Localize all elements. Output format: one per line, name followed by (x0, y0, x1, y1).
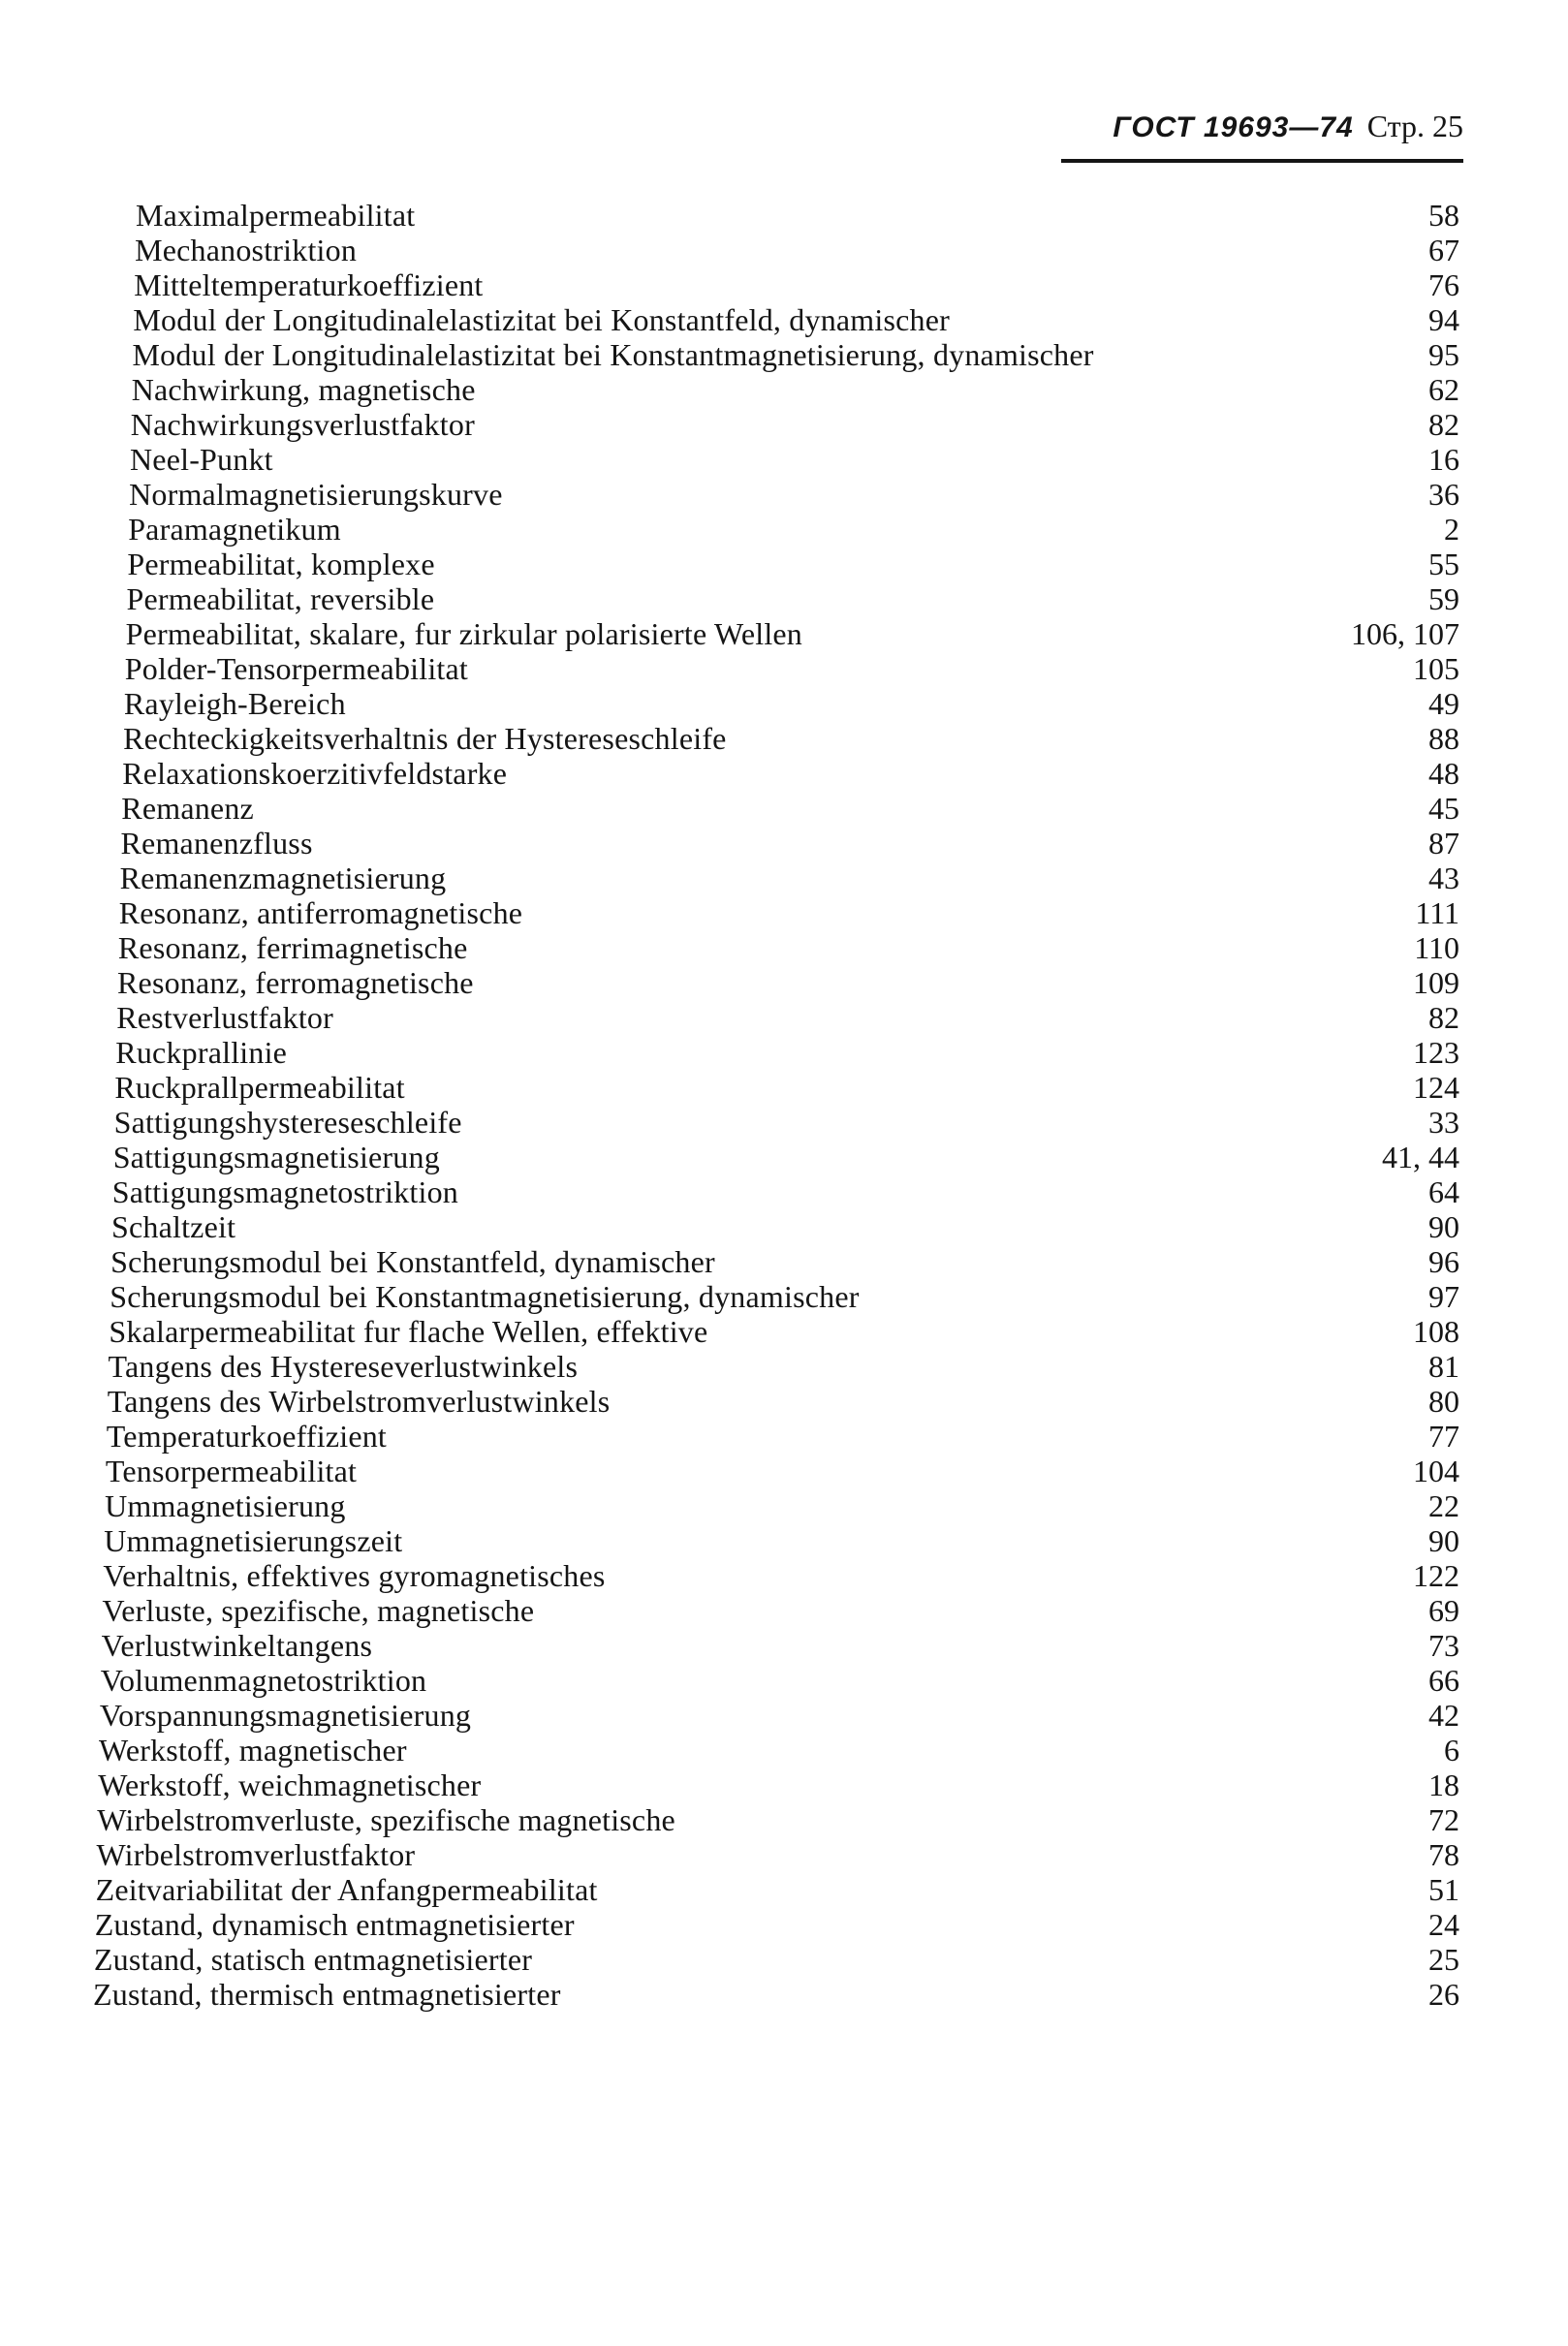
index-term: Ummagnetisierungszeit (104, 1523, 403, 1558)
index-page-ref: 106, 107 (1351, 616, 1459, 651)
index-page-ref: 49 (1428, 686, 1459, 721)
index-term: Paramagnetikum (128, 512, 341, 547)
index-page-ref: 87 (1428, 826, 1459, 860)
index-page-ref: 77 (1428, 1419, 1459, 1454)
index-term: Maximalpermeabilitat (136, 198, 416, 233)
index-page-ref: 82 (1428, 407, 1459, 442)
index-page-ref: 72 (1428, 1802, 1459, 1837)
index-entry (0, 1872, 1568, 1907)
index-entry (0, 581, 1568, 616)
index-term: Rayleigh-Bereich (123, 686, 346, 721)
index-page-ref: 64 (1428, 1174, 1459, 1209)
index-entry (0, 1384, 1568, 1419)
index-term: Sattigungsmagnetisierung (112, 1140, 440, 1174)
index-page-ref: 96 (1428, 1244, 1459, 1279)
index-term: Rechteckigkeitsverhaltnis der Hystereseschleife (123, 721, 727, 756)
index-page-ref: 73 (1428, 1628, 1459, 1663)
index-entry (0, 442, 1568, 477)
index-entry (0, 895, 1568, 930)
index-term: Verhaltnis, effektives gyromagnetisches (103, 1558, 606, 1593)
index-entry (0, 1000, 1568, 1035)
index-page-ref: 90 (1428, 1209, 1459, 1244)
index-term: Zustand, thermisch entmagnetisierter (93, 1977, 561, 2012)
index-entry (0, 826, 1568, 860)
index-entry (0, 1907, 1568, 1942)
index-entry (0, 1174, 1568, 1209)
term-index-list (0, 198, 1568, 2012)
index-entry (0, 1349, 1568, 1384)
index-page-ref: 82 (1428, 1000, 1459, 1035)
index-entry (0, 1733, 1568, 1767)
index-page-ref: 22 (1428, 1488, 1459, 1523)
index-term: Neel-Punkt (130, 442, 273, 477)
index-page-ref: 81 (1428, 1349, 1459, 1384)
index-term: Werkstoff, magnetischer (99, 1733, 407, 1767)
index-term: Ummagnetisierung (105, 1488, 346, 1523)
index-term: Nachwirkung, magnetische (131, 372, 476, 407)
index-page-ref: 80 (1428, 1384, 1459, 1419)
index-term: Schaltzeit (111, 1209, 236, 1244)
index-page-ref: 33 (1428, 1105, 1459, 1140)
index-entry (0, 1209, 1568, 1244)
page-number: Стр. 25 (1366, 109, 1463, 143)
index-term: Sattigungsmagnetostriktion (111, 1174, 458, 1209)
index-term: Vorspannungsmagnetisierung (99, 1698, 472, 1733)
index-term: Temperaturkoeffizient (106, 1419, 388, 1454)
index-page-ref: 6 (1444, 1733, 1459, 1767)
index-entry (0, 686, 1568, 721)
index-page-ref: 45 (1428, 791, 1459, 826)
index-term: Sattigungshystereseschleife (113, 1105, 462, 1140)
index-term: Wirbelstromverluste, spezifische magnetische (97, 1802, 675, 1837)
index-term: Wirbelstromverlustfaktor (96, 1837, 416, 1872)
index-term: Verlustwinkeltangens (101, 1628, 373, 1663)
index-page-ref: 58 (1428, 198, 1459, 233)
index-page-ref: 55 (1428, 547, 1459, 581)
index-entry (0, 651, 1568, 686)
index-term: Nachwirkungsverlustfaktor (130, 407, 475, 442)
index-page-ref: 26 (1428, 1977, 1459, 2012)
index-entry (0, 1070, 1568, 1105)
standard-number: ГОСТ 19693—74 (1113, 111, 1354, 143)
index-page-ref: 109 (1413, 965, 1459, 1000)
index-page-ref: 48 (1428, 756, 1459, 791)
index-page-ref: 123 (1413, 1035, 1459, 1070)
index-page-ref: 95 (1428, 337, 1459, 372)
index-page-ref: 110 (1414, 930, 1459, 965)
index-entry (0, 616, 1568, 651)
index-entry (0, 1419, 1568, 1454)
index-term: Permeabilitat, komplexe (127, 547, 435, 581)
index-page-ref: 78 (1428, 1837, 1459, 1872)
index-term: Resonanz, antiferromagnetische (118, 895, 523, 930)
index-page-ref: 67 (1428, 233, 1459, 267)
index-page-ref: 76 (1428, 267, 1459, 302)
index-term: Resonanz, ferromagnetische (117, 965, 474, 1000)
index-term: Tangens des Wirbelstromverlustwinkels (107, 1384, 611, 1419)
index-page-ref: 97 (1428, 1279, 1459, 1314)
index-page-ref: 111 (1415, 895, 1459, 930)
index-term: Volumenmagnetostriktion (100, 1663, 427, 1698)
index-term: Remanenz (121, 791, 254, 826)
index-entry (0, 198, 1568, 233)
index-entry (0, 512, 1568, 547)
index-entry (0, 1593, 1568, 1628)
index-entry (0, 721, 1568, 756)
index-page-ref: 41, 44 (1382, 1140, 1459, 1174)
index-term: Tangens des Hystereseverlustwinkels (108, 1349, 579, 1384)
index-entry (0, 1314, 1568, 1349)
index-entry (0, 372, 1568, 407)
index-entry (0, 1488, 1568, 1523)
index-page-ref: 18 (1428, 1767, 1459, 1802)
index-page-ref: 43 (1428, 860, 1459, 895)
index-term: Scherungsmodul bei Konstantmagnetisierung, dynamischer (110, 1279, 860, 1314)
index-page-ref: 122 (1413, 1558, 1459, 1593)
index-term: Skalarpermeabilitat fur flache Wellen, effektive (109, 1314, 708, 1349)
index-term: Verluste, spezifische, magnetische (102, 1593, 535, 1628)
index-entry (0, 965, 1568, 1000)
index-page-ref: 69 (1428, 1593, 1459, 1628)
index-page-ref: 90 (1428, 1523, 1459, 1558)
index-entry (0, 1454, 1568, 1488)
index-entry (0, 302, 1568, 337)
index-term: Mechanostriktion (135, 233, 358, 267)
index-entry (0, 1140, 1568, 1174)
index-entry (0, 477, 1568, 512)
index-page-ref: 104 (1413, 1454, 1459, 1488)
index-entry (0, 267, 1568, 302)
index-term: Mitteltemperaturkoeffizient (134, 267, 484, 302)
index-entry (0, 1279, 1568, 1314)
index-page-ref: 42 (1428, 1698, 1459, 1733)
index-entry (0, 1244, 1568, 1279)
index-page-ref: 108 (1413, 1314, 1459, 1349)
index-term: Tensorpermeabilitat (105, 1454, 358, 1488)
index-entry (0, 407, 1568, 442)
index-term: Relaxationskoerzitivfeldstarke (122, 756, 508, 791)
index-term: Resonanz, ferrimagnetische (117, 930, 468, 965)
index-entry (0, 1977, 1568, 2012)
index-term: Normalmagnetisierungskurve (129, 477, 503, 512)
index-term: Zustand, statisch entmagnetisierter (93, 1942, 533, 1977)
index-entry (0, 1942, 1568, 1977)
index-term: Permeabilitat, reversible (126, 581, 435, 616)
index-page-ref: 124 (1413, 1070, 1459, 1105)
index-term: Polder-Tensorpermeabilitat (124, 651, 468, 686)
index-entry (0, 1767, 1568, 1802)
index-entry (0, 1523, 1568, 1558)
index-page-ref: 66 (1428, 1663, 1459, 1698)
index-entry (0, 233, 1568, 267)
index-entry (0, 1558, 1568, 1593)
index-term: Remanenzmagnetisierung (119, 860, 447, 895)
index-entry (0, 860, 1568, 895)
index-page-ref: 94 (1428, 302, 1459, 337)
index-term: Restverlustfaktor (116, 1000, 333, 1035)
index-entry (0, 1698, 1568, 1733)
index-entry (0, 337, 1568, 372)
index-entry (0, 1105, 1568, 1140)
index-term: Werkstoff, weichmagnetischer (98, 1767, 482, 1802)
index-term: Modul der Longitudinalelastizitat bei Konstantfeld, dynamischer (133, 302, 951, 337)
index-page-ref: 51 (1428, 1872, 1459, 1907)
index-entry (0, 1663, 1568, 1698)
running-header (1113, 109, 1463, 155)
index-term: Permeabilitat, skalare, fur zirkular polarisierte Wellen (125, 616, 803, 651)
index-page-ref: 59 (1428, 581, 1459, 616)
index-page-ref: 36 (1428, 477, 1459, 512)
index-term: Remanenzfluss (120, 826, 313, 860)
index-entry (0, 1628, 1568, 1663)
index-term: Scherungsmodul bei Konstantfeld, dynamischer (110, 1244, 715, 1279)
header-rule (1061, 159, 1463, 163)
index-page-ref: 105 (1413, 651, 1459, 686)
index-entry (0, 791, 1568, 826)
index-page-ref: 2 (1444, 512, 1459, 547)
index-term: Zustand, dynamisch entmagnetisierter (94, 1907, 575, 1942)
index-term: Modul der Longitudinalelastizitat bei Konstantmagnetisierung, dynamischer (132, 337, 1094, 372)
index-entry (0, 1837, 1568, 1872)
index-page-ref: 16 (1428, 442, 1459, 477)
index-page-ref: 62 (1428, 372, 1459, 407)
index-term: Ruckprallpermeabilitat (114, 1070, 405, 1105)
index-page-ref: 24 (1428, 1907, 1459, 1942)
index-term: Ruckprallinie (115, 1035, 288, 1070)
index-entry (0, 930, 1568, 965)
index-term: Zeitvariabilitat der Anfangpermeabilitat (95, 1872, 598, 1907)
index-page-ref: 88 (1428, 721, 1459, 756)
index-page-ref: 25 (1428, 1942, 1459, 1977)
index-entry (0, 1035, 1568, 1070)
index-entry (0, 547, 1568, 581)
index-entry (0, 1802, 1568, 1837)
index-entry (0, 756, 1568, 791)
